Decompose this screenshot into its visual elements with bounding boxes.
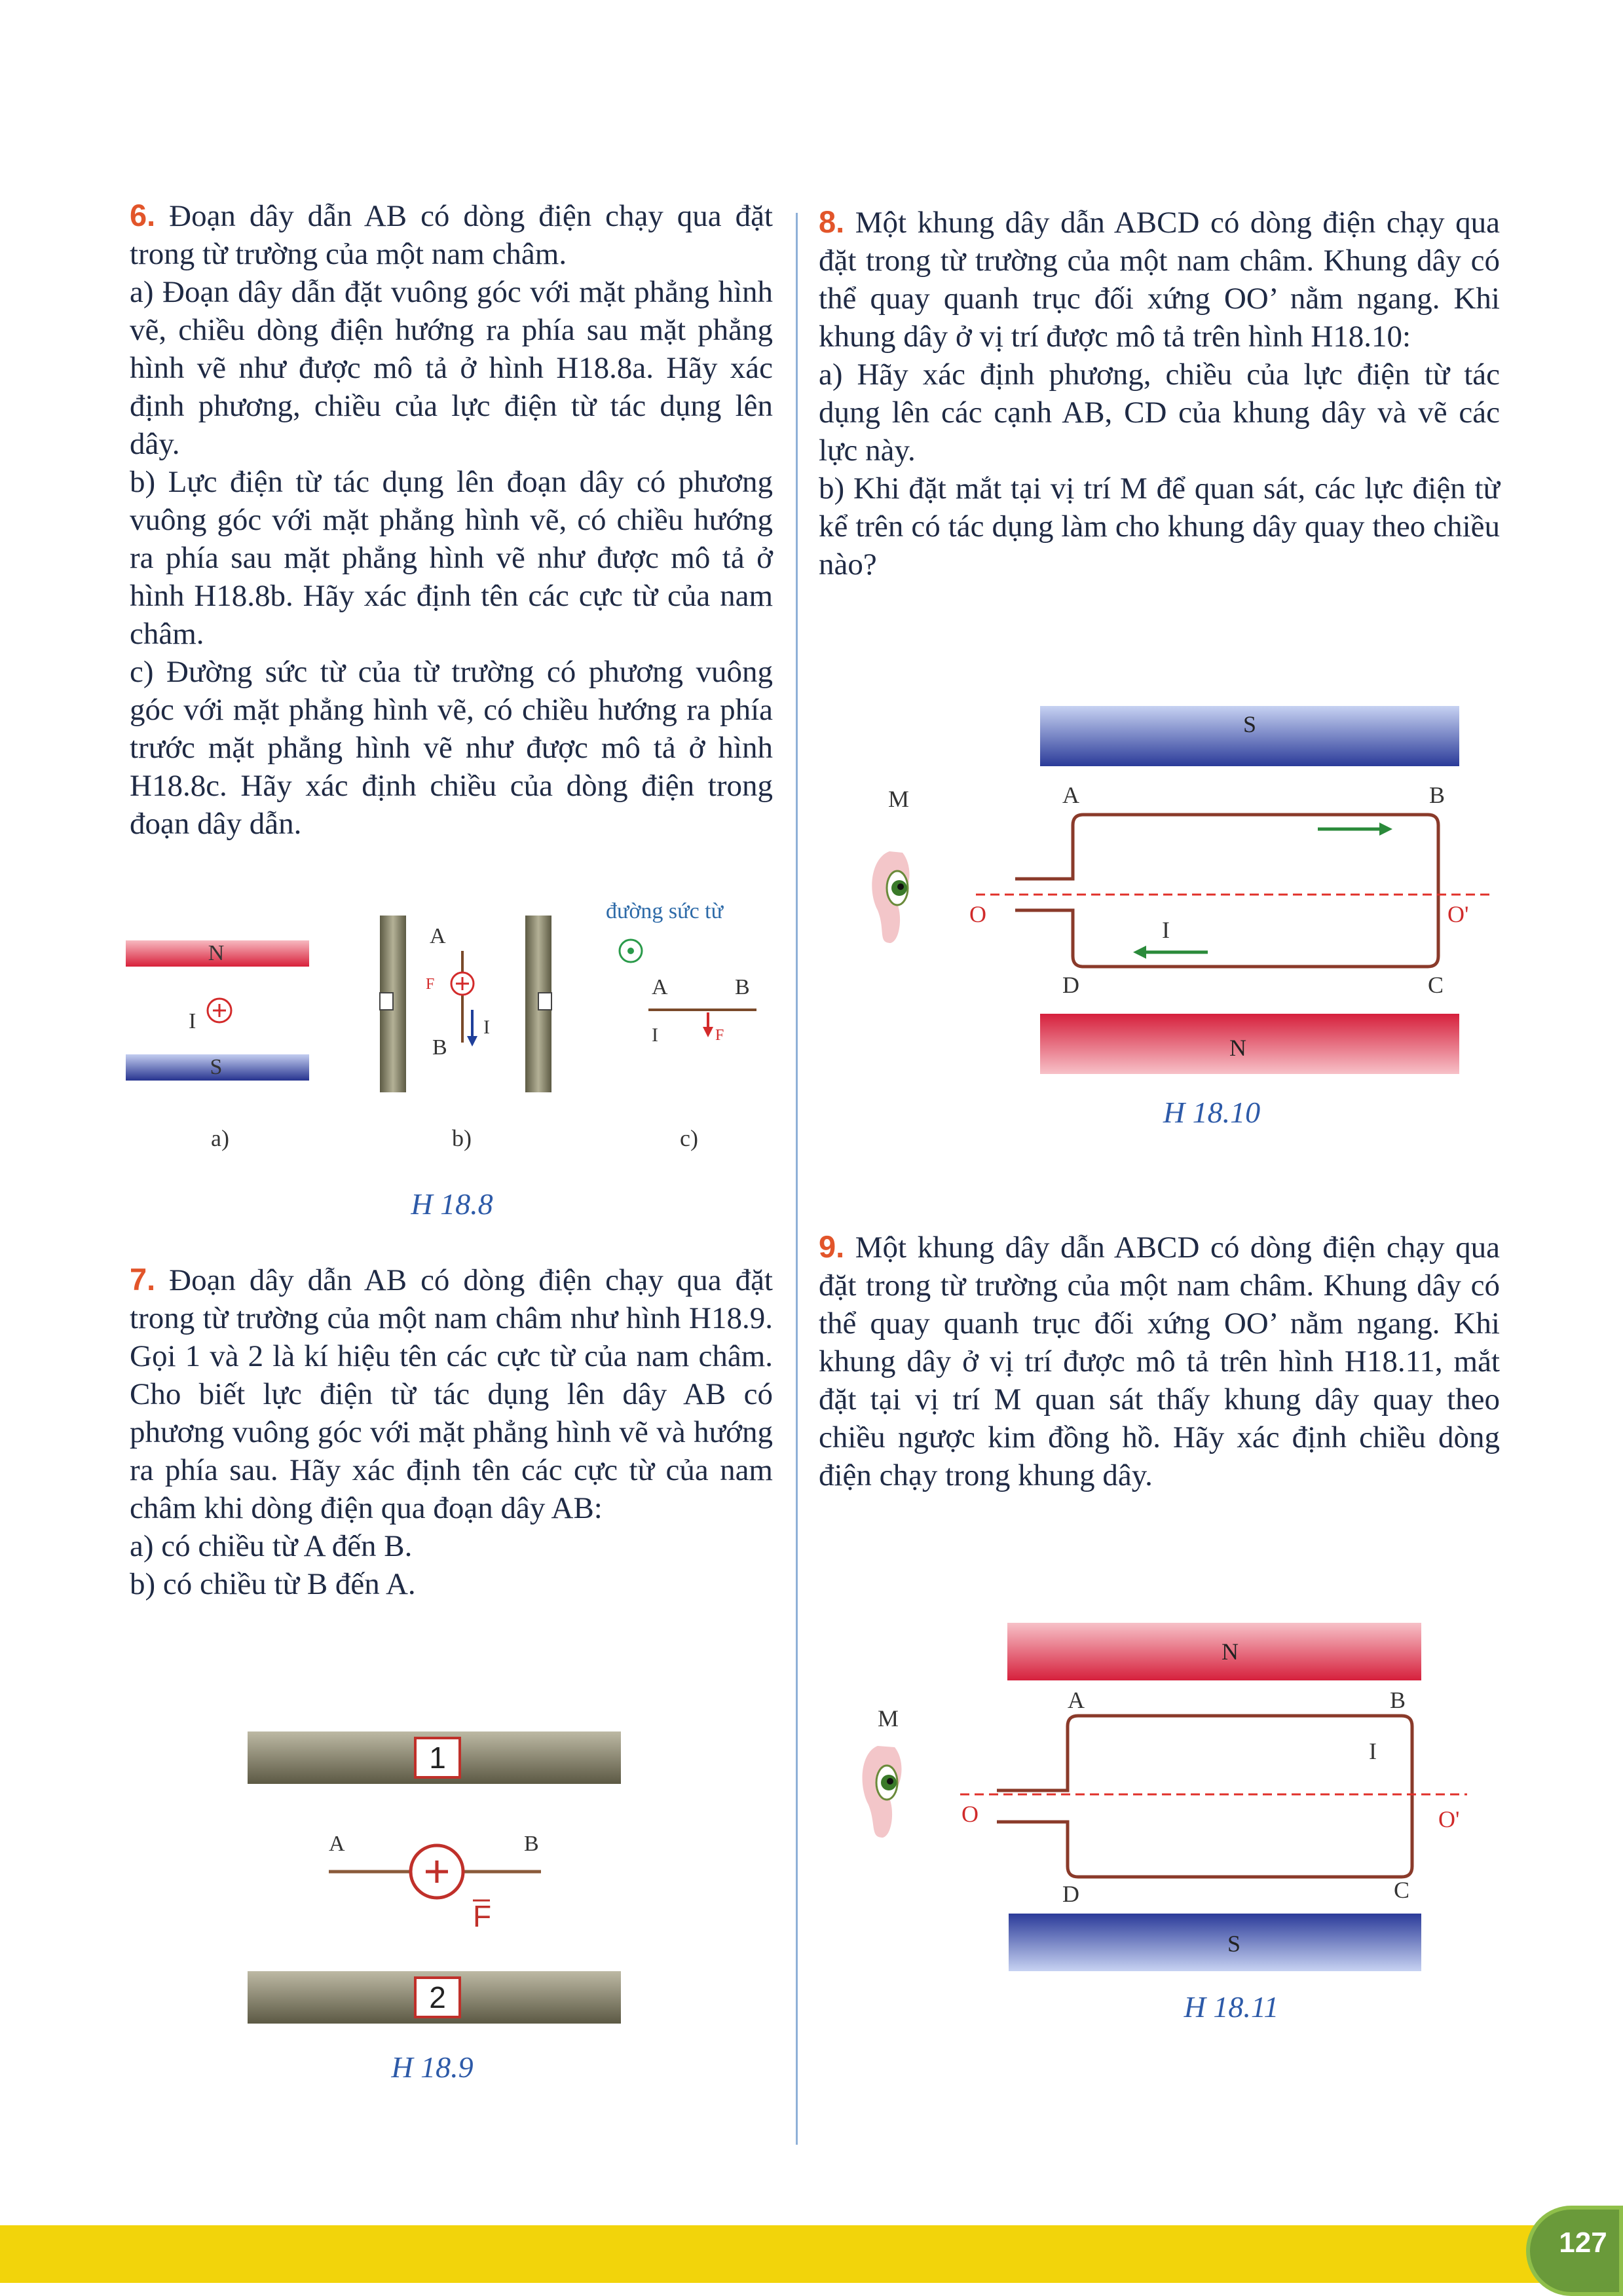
caption-a: a) <box>211 1125 229 1151</box>
label-b: B <box>432 1035 447 1060</box>
caption-b: b) <box>452 1125 472 1151</box>
column-divider <box>796 213 798 2145</box>
label-o-prime: O' <box>1438 1806 1460 1832</box>
label-f: F <box>426 976 435 993</box>
top-pole-label: S <box>1242 711 1257 737</box>
eye-icon <box>872 851 909 943</box>
label-a: A <box>1062 782 1079 808</box>
question-7-number: 7. <box>130 1262 156 1297</box>
question-6-number: 6. <box>130 198 156 232</box>
label-m: M <box>888 786 910 812</box>
caption-h18-9: H 18.9 <box>391 2050 474 2084</box>
top-pole-label: N <box>1222 1639 1239 1665</box>
question-9-number: 9. <box>819 1229 845 1264</box>
pole-window <box>380 993 393 1010</box>
label-a: A <box>430 924 446 948</box>
coil-frame <box>1015 815 1438 967</box>
footer-bar <box>0 2225 1623 2283</box>
question-7-text: Đoạn dây dẫn AB có dòng điện chạy qua đặt trong từ trường của một nam châm như hình H18.9. Gọi 1 và 2 là kí hiệu tên các cực từ của nam châm. Cho biết lực điện từ tác dụng lên dây AB có phương vuông góc với mặt phẳng hình vẽ và hướng ra phía sau. Hãy xác định tên các cực từ của nam châm khi dòng điện qua đoạn dây AB: <box>130 1263 773 1525</box>
question-8-part-b: b) Khi đặt mắt tại vị trí M để quan sát, các lực điện từ kể trên có tác dụng làm cho khung dây quay theo chiều nào? <box>819 472 1500 582</box>
label-f: F <box>473 1899 492 1933</box>
page-number: 127 <box>1559 2227 1607 2259</box>
coil-frame <box>997 1716 1412 1877</box>
force-arrowhead <box>703 1027 713 1037</box>
label-n: N <box>208 941 225 965</box>
pole-2-label: 2 <box>429 1980 446 2014</box>
question-7 <box>130 1261 773 1603</box>
question-9 <box>819 1228 1500 1494</box>
label-d: D <box>1062 1881 1079 1907</box>
question-9-text: Một khung dây dẫn ABCD có dòng điện chạy qua đặt trong từ trường của một nam châm. Khung dây có thể quay quanh trục đối xứng OO’ nằm ngang. Khi khung dây ở vị trí được mô tả trên hình H18.11, mắt đặt tại vị trí M quan sát thấy khung dây quay theo chiều ngược kim đồng hồ. Hãy xác định chiều dòng điện chạy trong khung dây. <box>819 1231 1500 1492</box>
label-i: I <box>652 1024 658 1046</box>
pole-1-label: 1 <box>429 1741 446 1775</box>
question-7-part-a: a) có chiều từ A đến B. <box>130 1529 413 1563</box>
label-current-i: I <box>189 1009 196 1033</box>
label-s: S <box>210 1055 223 1079</box>
figure-h18-11 <box>851 1618 1506 1984</box>
current-arrowhead-cd <box>1133 946 1146 959</box>
label-c: C <box>1428 972 1444 998</box>
bottom-pole-label: N <box>1229 1035 1246 1061</box>
figure-h18-9 <box>242 1722 629 2030</box>
label-d: D <box>1062 972 1079 998</box>
label-f: F <box>715 1027 724 1044</box>
magnet-bottom-pole <box>1009 1914 1421 1971</box>
caption-h18-11: H 18.11 <box>1184 1990 1279 2024</box>
question-6-part-c: c) Đường sức từ của từ trường có phương vuông góc với mặt phẳng hình vẽ, có chiều hướng ra phía trước mặt phẳng hình vẽ như được mô tả ở hình H18.8c. Hãy xác định chiều của dòng điện trong đoạn dây dẫn. <box>130 655 773 841</box>
label-b: B <box>524 1832 539 1856</box>
current-arrowhead <box>467 1036 477 1046</box>
question-6-part-b: b) Lực điện từ tác dụng lên đoạn dây có phương vuông góc với mặt phẳng hình vẽ, có chiều hướng ra phía sau mặt phẳng hình vẽ như được mô tả ở hình H18.8b. Hãy xác định tên các cực từ của nam châm. <box>130 465 773 651</box>
label-i: I <box>1369 1738 1377 1764</box>
current-arrowhead-ab <box>1379 823 1392 836</box>
caption-h18-8: H 18.8 <box>411 1187 493 1221</box>
label-o-prime: O' <box>1447 901 1469 927</box>
question-8-text: Một khung dây dẫn ABCD có dòng điện chạy qua đặt trong từ trường của một nam châm. Khung dây có thể quay quanh trục đối xứng OO’ nằm ngang. Khi khung dây ở vị trí được mô tả trên hình H18.10: <box>819 206 1500 354</box>
label-b: B <box>1390 1687 1406 1713</box>
label-o: O <box>961 1801 979 1827</box>
label-i: I <box>1162 917 1170 943</box>
label-o: O <box>969 901 986 927</box>
label-a: A <box>329 1832 345 1856</box>
figure-h18-10 <box>851 694 1506 1087</box>
question-8-number: 8. <box>819 204 845 239</box>
magnet-top-pole <box>1007 1623 1421 1680</box>
label-a: A <box>1068 1687 1085 1713</box>
question-7-part-b: b) có chiều từ B đến A. <box>130 1567 416 1601</box>
question-6-part-a: a) Đoạn dây dẫn đặt vuông góc với mặt phẳng hình vẽ, chiều dòng điện hướng ra phía sau mặt phẳng hình vẽ như được mô tả ở hình H18.8a. Hãy xác định phương, chiều của lực điện từ tác dụng lên dây. <box>130 275 773 461</box>
caption-c: c) <box>680 1125 698 1151</box>
label-i: I <box>483 1016 490 1038</box>
label-a: A <box>652 975 668 999</box>
question-8 <box>819 203 1500 583</box>
eye-icon <box>863 1746 902 1838</box>
label-b: B <box>735 975 750 999</box>
label-b: B <box>1429 782 1446 808</box>
question-6-text: Đoạn dây dẫn AB có dòng điện chạy qua đặt trong từ trường của một nam châm. <box>130 199 773 271</box>
caption-h18-10: H 18.10 <box>1163 1096 1261 1129</box>
label-c: C <box>1394 1877 1410 1903</box>
label-m: M <box>878 1705 899 1731</box>
question-6 <box>130 196 773 843</box>
figure-h18-8 <box>118 897 793 1185</box>
question-8-part-a: a) Hãy xác định phương, chiều của lực điện từ tác dụng lên các cạnh AB, CD của khung dây và vẽ các lực này. <box>819 358 1500 468</box>
bottom-pole-label: S <box>1227 1931 1241 1957</box>
field-dot <box>627 948 634 954</box>
magnet-bottom-pole <box>1040 1014 1459 1074</box>
field-line-label: đường sức từ <box>606 899 724 923</box>
pole-window <box>538 993 551 1010</box>
